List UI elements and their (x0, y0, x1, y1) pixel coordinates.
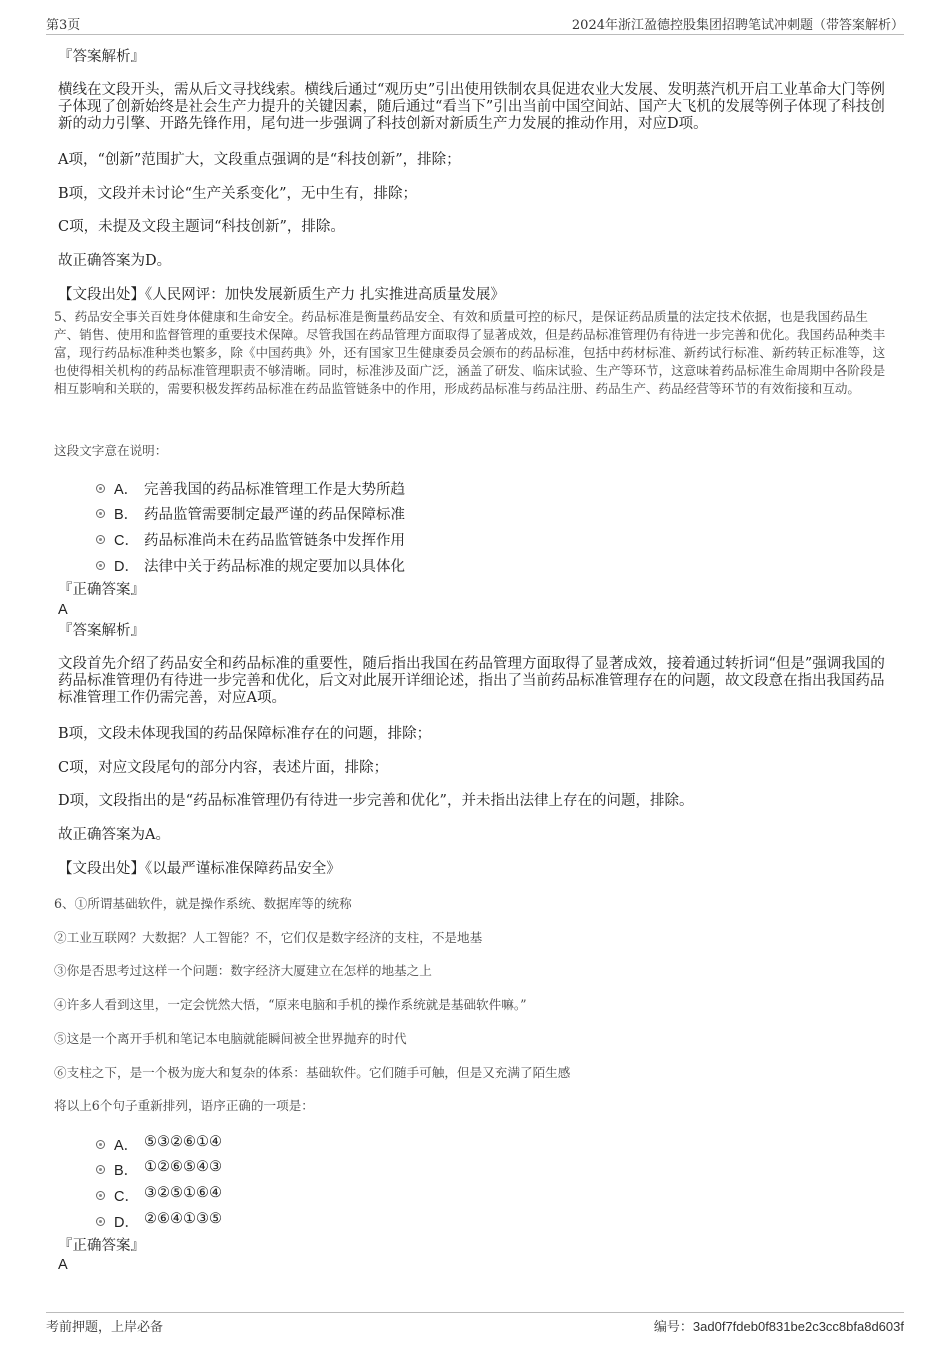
q6-sentence-4: ④许多人看到这里，一定会恍然大悟，“原来电脑和手机的操作系统就是基础软件嘛。” (54, 997, 527, 1012)
q5-answer-label: 『正确答案』 (58, 582, 145, 598)
q5-answer: A (58, 602, 68, 618)
radio-icon[interactable] (96, 1217, 105, 1226)
radio-icon[interactable] (96, 1165, 105, 1174)
q5-prompt: 这段文字意在说明： (54, 443, 168, 458)
q5-option-d-analysis: D项，文段指出的是“药品标准管理仍有待进一步完善和优化”，并未指出法律上存在的问题，排除。 (58, 793, 694, 809)
q4-analysis-text: 横线在文段开头，需从后文寻找线索。横线后通过“观历史”引出使用铁制农具促进农业大发展、发明蒸汽机开启工业革命大门等例子体现了创新始终是社会生产力提升的关键因素，随后通过“看当下”引出当前中国空间站、国产大飞机的发展等例子体现了科技创新的动力引擎、开路先锋作用，尾句进一步强调了科技创新对新质生产力发展的推动作用，对应D项。 (58, 82, 885, 132)
q5-conclusion: 故正确答案为A。 (58, 827, 170, 843)
q4-conclusion: 故正确答案为D。 (58, 253, 172, 269)
q5-source: 【文段出处】《以最严谨标准保障药品安全》 (58, 861, 341, 877)
q4-option-c-analysis: C项，未提及文段主题词“科技创新”，排除。 (58, 219, 345, 235)
q6-sentence-5: ⑤这是一个离开手机和笔记本电脑就能瞬间被全世界抛弃的时代 (54, 1031, 407, 1046)
q5-option-b-analysis: B项，文段未体现我国的药品保障标准存在的问题，排除； (58, 726, 432, 742)
q5-option-c-analysis: C项，对应文段尾句的部分内容，表述片面，排除； (58, 760, 389, 776)
q6-answer-label: 『正确答案』 (58, 1238, 145, 1254)
q4-option-a-analysis: A项，“创新”范围扩大，文段重点强调的是“科技创新”，排除； (58, 152, 461, 168)
q5-analysis-label: 『答案解析』 (58, 623, 145, 639)
q5-analysis-text: 文段首先介绍了药品安全和药品标准的重要性，随后指出我国在药品管理方面取得了显著成效，接着通过转折词“但是”强调我国的药品标准管理仍有待进一步完善和优化，后文对此展开详细论述，指出了当前药品标准管理存在的问题，故文段意在指出我国药品标准管理工作仍需完善，对应A项。 (58, 656, 885, 706)
q6-answer: A (58, 1257, 68, 1273)
q4-option-b-analysis: B项，文段并未讨论“生产关系变化”，无中生有，排除； (58, 186, 417, 202)
radio-icon[interactable] (96, 561, 105, 570)
document-id: 编号：3ad0f7fdeb0f831be2c3cc8bfa8d603f (653, 1319, 904, 1334)
radio-icon[interactable] (96, 535, 105, 544)
radio-icon[interactable] (96, 1140, 105, 1149)
q4-analysis-label: 『答案解析』 (58, 49, 145, 65)
q4-source: 【文段出处】《人民网评：加快发展新质生产力 扎实推进高质量发展》 (58, 287, 505, 303)
footer-slogan: 考前押题，上岸必备 (46, 1320, 164, 1335)
q6-sentence-1: 6、①所谓基础软件，就是操作系统、数据库等的统称 (54, 896, 352, 911)
q6-sentence-3: ③你是否思考过这样一个问题：数字经济大厦建立在怎样的地基之上 (54, 963, 432, 978)
page-number: 第3页 (46, 18, 81, 33)
radio-icon[interactable] (96, 509, 105, 518)
q6-sentence-2: ②工业互联网？大数据？人工智能？不，它们仅是数字经济的支柱，不是地基 (54, 930, 483, 945)
radio-icon[interactable] (96, 1191, 105, 1200)
page-footer (46, 1312, 904, 1335)
q5-stem: 5、药品安全事关百姓身体健康和生命安全。药品标准是衡量药品安全、有效和质量可控的标尺，是保证药品质量的法定技术依据，也是我国药品生产、销售、使用和监督管理的重要技术保障。尽管我国在药品管理方面取得了显著成效，但是药品标准管理仍有待进一步完善和优化。我国药品种类丰富，现行药品标准种类也繁多，除《中国药典》外，还有国家卫生健康委员会颁布的药品标准，包括中药材标准、新药试行标准、新药转正标准等，这也使得相关机构的药品标准管理职责不够清晰。同时，标准涉及面广泛，涵盖了研发、临床试验、生产等环节，这意味着药品标准生命周期中各阶段是相互影响和关联的，需要积极发挥药品标准在药品监管链条中的作用，形成药品标准与药品注册、药品生产、药品经营等环节的有效衔接和互动。 (54, 309, 886, 396)
page-header (46, 14, 904, 35)
document-title: 2024年浙江盈德控股集团招聘笔试冲刺题（带答案解析） (571, 18, 904, 33)
radio-icon[interactable] (96, 484, 105, 493)
q6-prompt: 将以上6个句子重新排列，语序正确的一项是： (54, 1098, 314, 1113)
q6-sentence-6: ⑥支柱之下，是一个极为庞大和复杂的体系：基础软件。它们随手可触，但是又充满了陌生感 (54, 1065, 571, 1080)
